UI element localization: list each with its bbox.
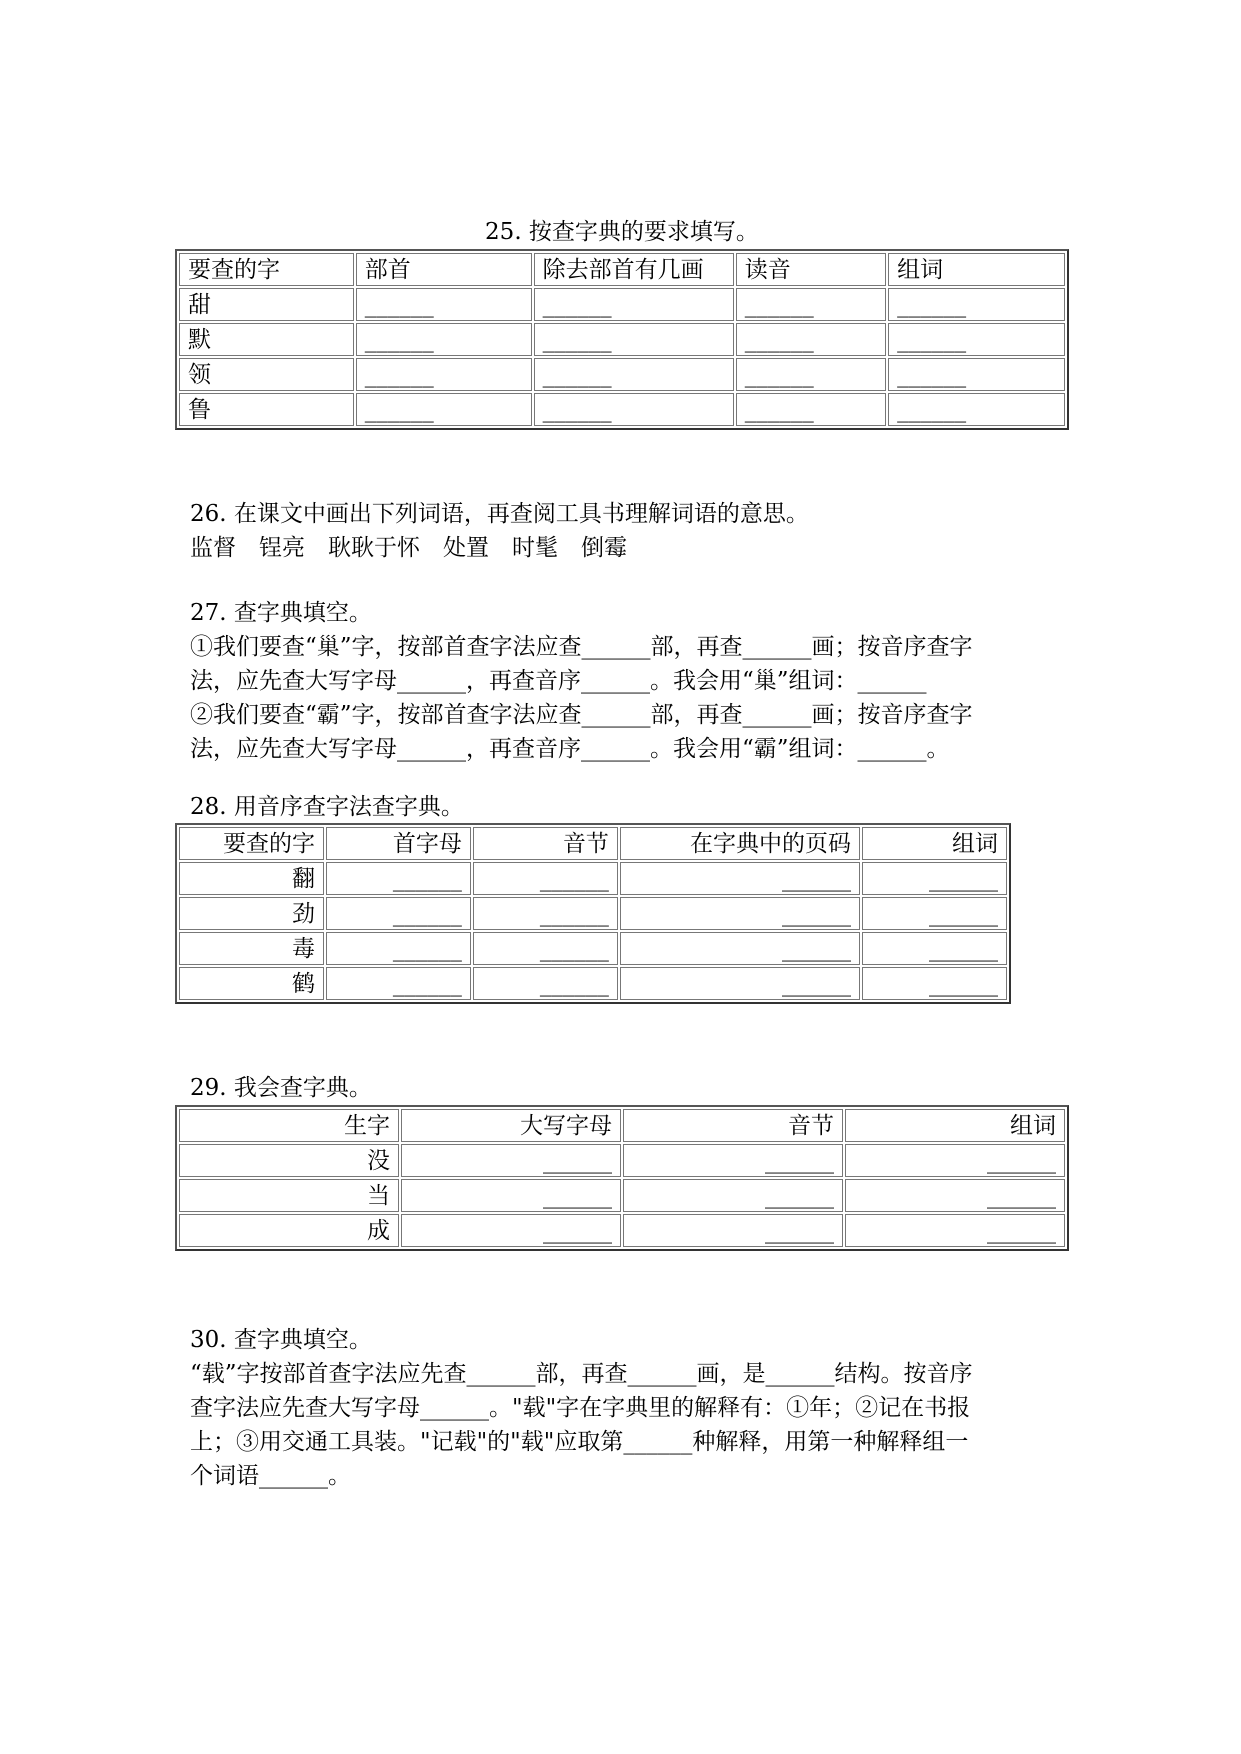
blank-cell: ______: [623, 1214, 843, 1247]
q27-line-3: ②我们要查“霸”字，按部首查字法应查______部，再查______画；按音序查字: [190, 702, 973, 728]
blank-cell: ______: [623, 1144, 843, 1177]
blank-cell: ______: [862, 862, 1007, 895]
blank-cell: ______: [473, 897, 618, 930]
blank-cell: ______: [401, 1144, 621, 1177]
q27-line-4: 法，应先查大写字母______，再查音序______。我会用“霸”组词：______。: [190, 736, 950, 762]
character-cell: 鹤: [179, 967, 324, 1000]
blank-cell: ______: [736, 288, 886, 321]
q25-table: [175, 249, 1069, 430]
blank-cell: ______: [620, 897, 860, 930]
blank-cell: ______: [620, 967, 860, 1000]
header-cell: 音节: [473, 827, 618, 860]
character-cell: 默: [179, 323, 354, 356]
blank-cell: ______: [845, 1144, 1065, 1177]
header-cell: 读音: [736, 253, 886, 286]
q28-table-body: [179, 827, 1007, 1000]
q30-title: 30. 查字典填空。: [190, 1327, 372, 1353]
blank-cell: ______: [736, 323, 886, 356]
blank-cell: ______: [473, 862, 618, 895]
header-cell: 在字典中的页码: [620, 827, 860, 860]
blank-cell: ______: [623, 1179, 843, 1212]
character-cell: 劲: [179, 897, 324, 930]
q25-table-body: [179, 253, 1065, 426]
header-row: [179, 827, 1007, 860]
blank-cell: ______: [356, 323, 532, 356]
blank-cell: ______: [888, 393, 1065, 426]
blank-cell: ______: [534, 323, 734, 356]
q30-line-1: “载”字按部首查字法应先查______部，再查______画，是______结构。按音序: [190, 1361, 973, 1387]
header-cell: 大写字母: [401, 1109, 621, 1142]
header-row: [179, 1109, 1065, 1142]
table-row: [179, 932, 1007, 965]
table-row: [179, 323, 1065, 356]
blank-cell: ______: [326, 862, 471, 895]
header-cell: 要查的字: [179, 253, 354, 286]
blank-cell: ______: [401, 1214, 621, 1247]
q30-line-3: 上；③用交通工具装。"记载"的"载"应取第______种解释，用第一种解释组一: [190, 1429, 969, 1455]
blank-cell: ______: [888, 288, 1065, 321]
header-cell: 部首: [356, 253, 532, 286]
character-cell: 成: [179, 1214, 399, 1247]
blank-cell: ______: [473, 967, 618, 1000]
q28-table: [175, 823, 1011, 1004]
q25-title: 25. 按查字典的要求填写。: [485, 219, 759, 245]
blank-cell: ______: [401, 1179, 621, 1212]
blank-cell: ______: [888, 358, 1065, 391]
blank-cell: ______: [356, 393, 532, 426]
table-row: [179, 897, 1007, 930]
table-row: [179, 288, 1065, 321]
character-cell: 毒: [179, 932, 324, 965]
q28-title: 28. 用音序查字法查字典。: [190, 794, 464, 820]
character-cell: 没: [179, 1144, 399, 1177]
table-row: [179, 358, 1065, 391]
q29-table-body: [179, 1109, 1065, 1247]
blank-cell: ______: [326, 967, 471, 1000]
blank-cell: ______: [356, 358, 532, 391]
header-cell: 组词: [845, 1109, 1065, 1142]
character-cell: 鲁: [179, 393, 354, 426]
q26-title: 26. 在课文中画出下列词语，再查阅工具书理解词语的意思。: [190, 501, 809, 527]
blank-cell: ______: [845, 1179, 1065, 1212]
header-cell: 首字母: [326, 827, 471, 860]
q29-table: [175, 1105, 1069, 1251]
blank-cell: ______: [736, 393, 886, 426]
blank-cell: ______: [356, 288, 532, 321]
blank-cell: ______: [473, 932, 618, 965]
q29-title: 29. 我会查字典。: [190, 1075, 372, 1101]
header-cell: 要查的字: [179, 827, 324, 860]
q27-line-1: ①我们要查“巢”字，按部首查字法应查______部，再查______画；按音序查字: [190, 634, 973, 660]
character-cell: 翻: [179, 862, 324, 895]
table-row: [179, 1179, 1065, 1212]
blank-cell: ______: [534, 393, 734, 426]
q27-line-2: 法，应先查大写字母______，再查音序______。我会用“巢”组词：______: [190, 668, 927, 694]
blank-cell: ______: [862, 897, 1007, 930]
q30-line-4: 个词语______。: [190, 1463, 351, 1489]
character-cell: 领: [179, 358, 354, 391]
header-cell: 生字: [179, 1109, 399, 1142]
table-row: [179, 967, 1007, 1000]
blank-cell: ______: [326, 932, 471, 965]
blank-cell: ______: [845, 1214, 1065, 1247]
q27-title: 27. 查字典填空。: [190, 600, 372, 626]
character-cell: 甜: [179, 288, 354, 321]
header-cell: 除去部首有几画: [534, 253, 734, 286]
q26-words: 监督 锃亮 耿耿于怀 处置 时髦 倒霉: [190, 535, 627, 561]
blank-cell: ______: [888, 323, 1065, 356]
table-row: [179, 1214, 1065, 1247]
header-cell: 组词: [862, 827, 1007, 860]
character-cell: 当: [179, 1179, 399, 1212]
header-cell: 组词: [888, 253, 1065, 286]
blank-cell: ______: [326, 897, 471, 930]
header-cell: 音节: [623, 1109, 843, 1142]
blank-cell: ______: [534, 288, 734, 321]
blank-cell: ______: [862, 967, 1007, 1000]
table-row: [179, 1144, 1065, 1177]
q30-line-2: 查字法应先查大写字母______。"载"字在字典里的解释有：①年；②记在书报: [190, 1395, 971, 1421]
blank-cell: ______: [862, 932, 1007, 965]
blank-cell: ______: [620, 862, 860, 895]
blank-cell: ______: [534, 358, 734, 391]
table-row: [179, 393, 1065, 426]
blank-cell: ______: [620, 932, 860, 965]
header-row: [179, 253, 1065, 286]
blank-cell: ______: [736, 358, 886, 391]
table-row: [179, 862, 1007, 895]
